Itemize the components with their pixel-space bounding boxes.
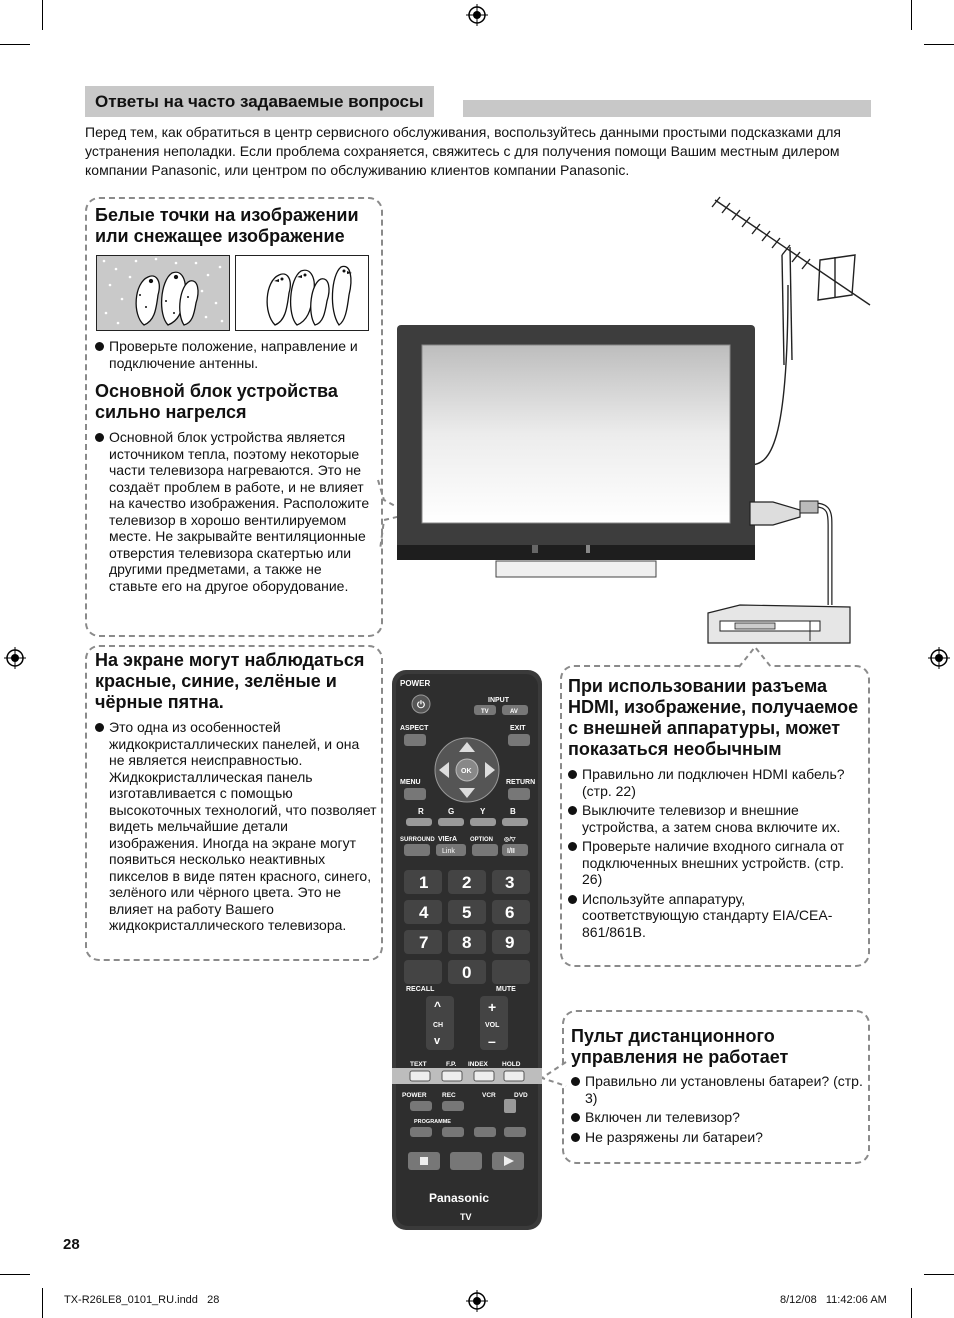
- faq-snow-bullets: [95, 338, 371, 371]
- remote-digit: 7: [419, 933, 429, 952]
- remote-digit: 6: [505, 903, 515, 922]
- tv-illustration: [390, 195, 880, 655]
- remote-label: INPUT: [488, 697, 509, 704]
- page-number: 28: [63, 1236, 80, 1253]
- bullet-item: Правильно ли подключен HDMI кабель? (стр. 22): [568, 766, 864, 799]
- remote-brand: Panasonic: [429, 1191, 490, 1205]
- page-title: Ответы на часто задаваемые вопросы: [85, 86, 434, 117]
- crop-mark: [911, 0, 912, 30]
- faq-remote: [571, 1026, 865, 1145]
- faq-title: При использовании разъема HDMI, изображение, получаемое с внешней аппаратуры, может показаться необычным: [568, 676, 859, 759]
- remote-digit: 8: [462, 933, 472, 952]
- svg-text:v: v: [434, 1035, 441, 1047]
- remote-label: G: [448, 807, 455, 816]
- remote-digit: 3: [505, 873, 515, 892]
- remote-digit: 2: [462, 873, 472, 892]
- remote-label: AV: [510, 709, 518, 715]
- faq-hdmi: [568, 676, 864, 940]
- snowy-picture-illustration: [96, 255, 230, 331]
- remote-label: TV: [481, 709, 489, 715]
- bullet-item: Основной блок устройства является источником тепла, поэтому некоторые части телевизора нагреваются. Это не создаёт проблем в работе, и не влияет на качество изображения. Расположите телевизор в хорошо вентилируемом месте. Не закрывайте вентиляционные отверстия телевизора скатертью или другими предметами, а также не ставьте его на другое оборудование.: [95, 429, 373, 594]
- remote-label: I/II: [507, 848, 515, 855]
- bullet-item: Проверьте положение, направление и подключение антенны.: [95, 338, 371, 371]
- faq-title: Белые точки на изображении или снежащее изображение: [95, 205, 359, 246]
- registration-mark-icon: [466, 4, 488, 26]
- remote-label: CH: [433, 1022, 444, 1029]
- remote-digit: 5: [462, 903, 472, 922]
- svg-text:–: –: [488, 1033, 496, 1049]
- faq-title: Пульт дистанционного управления не работает: [571, 1026, 789, 1067]
- remote-label: Y: [480, 807, 486, 816]
- remote-digit: 0: [462, 963, 472, 982]
- crop-mark: [911, 1288, 912, 1318]
- remote-label: ◎/▽: [504, 837, 516, 843]
- remote-label: INDEX: [468, 1061, 488, 1068]
- bullet-item: Правильно ли установлены батареи? (стр. 3): [571, 1073, 865, 1106]
- remote-label: TV: [460, 1212, 472, 1222]
- bullet-item: Выключите телевизор и внешние устройства, а затем снова включите их.: [568, 802, 864, 835]
- remote-label: OPTION: [470, 837, 494, 843]
- remote-label: ASPECT: [400, 725, 429, 732]
- bullet-item: Это одна из особенностей жидкокристаллических панелей, и она не является неисправностью. Жидкокристаллическая панель изготавливается с помощью высокоточных технологий, что позволяет видеть мельчайшие детали изображения. Иногда на экране могут появиться несколько неактивных пикселов в виде пятен красного, синего, зелёного или чёрного цвета. Это не влияет на работу Вашего жидкокристаллического телевизора.: [95, 719, 377, 934]
- crop-mark: [42, 1288, 43, 1318]
- svg-text:⏻: ⏻: [417, 700, 425, 711]
- normal-picture-illustration: [235, 255, 369, 331]
- remote-label: REC: [442, 1092, 456, 1099]
- registration-mark-icon: [466, 1290, 488, 1312]
- faq-snow: [95, 205, 377, 247]
- remote-digit: 9: [505, 933, 515, 952]
- remote-label: VOL: [485, 1022, 500, 1029]
- faq-heat: [95, 381, 373, 594]
- crop-mark: [42, 0, 43, 30]
- remote-label: HOLD: [502, 1061, 521, 1068]
- remote-label: F.P.: [446, 1061, 457, 1068]
- remote-label: TEXT: [410, 1061, 427, 1068]
- remote-label: VCR: [482, 1092, 496, 1099]
- faq-title: На экране могут наблюдаться красные, синие, зелёные и чёрные пятна.: [95, 650, 365, 712]
- intro-paragraph: Перед тем, как обратиться в центр сервисного обслуживания, воспользуйтесь данными простыми подсказками для устранения неполадки. Если проблема сохраняется, свяжитесь с для получения помощи Вашим местным дилером компании Panasonic, или центром по обслуживанию клиентов компании Panasonic.: [85, 124, 841, 178]
- remote-digit: 1: [419, 873, 429, 892]
- remote-label: SURROUND: [400, 837, 435, 843]
- crop-mark: [924, 44, 954, 45]
- faq-title: Основной блок устройства сильно нагрелся: [95, 381, 338, 422]
- faq-spots: [95, 650, 377, 934]
- remote-label: PROGRAMME: [414, 1119, 451, 1125]
- svg-text:^: ^: [434, 999, 442, 1013]
- remote-label: MENU: [400, 779, 421, 786]
- footer-date: 8/12/08 11:42:06 AM: [780, 1294, 887, 1306]
- remote-label: POWER: [402, 1092, 427, 1099]
- registration-mark-icon: [4, 647, 26, 669]
- bullet-item: Проверьте наличие входного сигнала от подключенных внешних устройств. (стр. 26): [568, 838, 864, 888]
- section-header: [85, 86, 871, 117]
- bullet-item: Включен ли телевизор?: [571, 1109, 865, 1126]
- remote-label: DVD: [514, 1092, 528, 1099]
- bullet-item: Используйте аппаратуру, соответствующую стандарту EIA/CEA-861/861B.: [568, 891, 864, 941]
- remote-label: B: [510, 807, 516, 816]
- header-rule: [463, 100, 871, 117]
- crop-mark: [0, 1274, 30, 1275]
- bullet-item: Не разряжены ли батареи?: [571, 1129, 865, 1146]
- svg-text:+: +: [488, 999, 497, 1015]
- remote-label: POWER: [400, 679, 431, 688]
- remote-label: OK: [461, 768, 472, 775]
- callout-connector: [735, 645, 775, 669]
- remote-label: MUTE: [496, 986, 516, 993]
- remote-control-illustration: [392, 670, 542, 1230]
- remote-digit: 4: [419, 903, 429, 922]
- crop-mark: [0, 44, 30, 45]
- registration-mark-icon: [928, 647, 950, 669]
- crop-mark: [924, 1274, 954, 1275]
- remote-label: RECALL: [406, 986, 435, 993]
- callout-connector: [538, 1060, 568, 1090]
- remote-label: VIErA: [438, 836, 458, 843]
- remote-label: R: [418, 807, 424, 816]
- footer-file: TX-R26LE8_0101_RU.indd 28: [64, 1294, 220, 1306]
- remote-label: EXIT: [510, 725, 526, 732]
- remote-label: Link: [442, 848, 455, 855]
- remote-label: RETURN: [506, 779, 536, 786]
